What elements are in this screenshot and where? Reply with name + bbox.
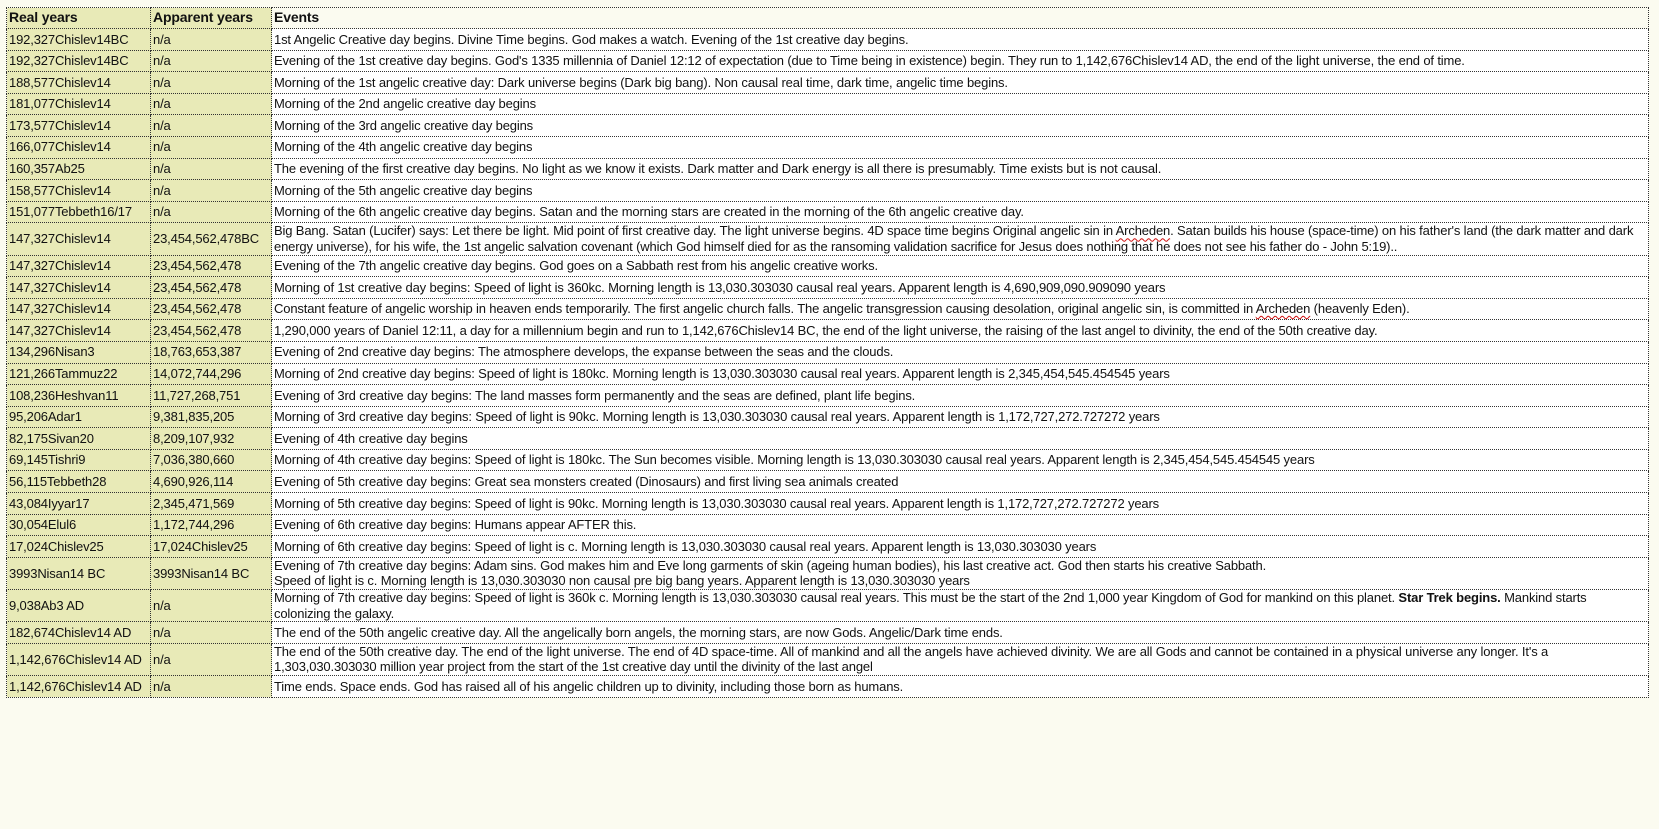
event-cell[interactable]: Morning of the 1st angelic creative day: Dark universe begins (Dark big bang). Non causal real time, dark time, angelic time begins. <box>272 72 1649 94</box>
real-years-cell[interactable]: 173,577Chislev14 <box>7 115 151 137</box>
real-years-cell[interactable]: 108,236Heshvan11 <box>7 385 151 407</box>
real-years-cell[interactable]: 151,077Tebbeth16/17 <box>7 201 151 223</box>
apparent-years-cell[interactable]: 9,381,835,205 <box>151 406 272 428</box>
apparent-years-cell[interactable]: 23,454,562,478 <box>151 320 272 342</box>
real-years-cell[interactable]: 17,024Chislev25 <box>7 536 151 558</box>
table-row <box>7 115 1649 137</box>
apparent-years-cell[interactable]: n/a <box>151 622 272 644</box>
event-cell[interactable]: Time ends. Space ends. God has raised all of his angelic children up to divinity, including those born as humans. <box>272 676 1649 698</box>
real-years-cell[interactable]: 147,327Chislev14 <box>7 298 151 320</box>
real-years-cell[interactable]: 147,327Chislev14 <box>7 277 151 299</box>
table-row <box>7 643 1649 675</box>
event-cell[interactable]: Evening of 6th creative day begins: Humans appear AFTER this. <box>272 514 1649 536</box>
table-row <box>7 223 1649 255</box>
event-text: Morning of 7th creative day begins: Speed of light is 360k c. Morning length is 13,030.303030 causal real years. This must be the start of the 2nd 1,000 year Kingdom of God for mankind on this planet. <box>274 590 1399 606</box>
real-years-cell[interactable]: 43,084Iyyar17 <box>7 493 151 515</box>
event-cell[interactable]: The end of the 50th creative day. The end of the light universe. The end of 4D space-time. All of mankind and all the angels have achieved divinity. We are all Gods and cannot be contained in a physical universe any longer. It's a 1,303,030.303030 million year project from the start of the 1st creative day until the divinity of the last angel <box>272 643 1649 675</box>
apparent-years-cell[interactable]: n/a <box>151 29 272 51</box>
event-line: Evening of 7th creative day begins: Adam sins. God makes him and Eve long garments of skin (ageing human bodies), his last creative act. God then starts his creative Sabbath. <box>274 557 1267 573</box>
event-cell[interactable]: Morning of the 4th angelic creative day begins <box>272 136 1649 158</box>
timeline-body <box>7 29 1649 698</box>
real-years-cell[interactable]: 134,296Nisan3 <box>7 341 151 363</box>
event-cell[interactable]: Morning of the 6th angelic creative day begins. Satan and the morning stars are created in the morning of the 6th angelic creative day. <box>272 201 1649 223</box>
apparent-years-cell[interactable]: 8,209,107,932 <box>151 428 272 450</box>
apparent-years-cell[interactable]: 4,690,926,114 <box>151 471 272 493</box>
real-years-cell[interactable]: 69,145Tishri9 <box>7 449 151 471</box>
table-row <box>7 406 1649 428</box>
header-apparent-years: Apparent years <box>151 8 272 29</box>
table-row <box>7 180 1649 202</box>
real-years-cell[interactable]: 192,327Chislev14BC <box>7 50 151 72</box>
real-years-cell[interactable]: 82,175Sivan20 <box>7 428 151 450</box>
apparent-years-cell[interactable]: 2,345,471,569 <box>151 493 272 515</box>
real-years-cell[interactable]: 182,674Chislev14 AD <box>7 622 151 644</box>
table-row <box>7 93 1649 115</box>
event-cell[interactable]: Evening of 2nd creative day begins: The atmosphere develops, the expanse between the seas and the clouds. <box>272 341 1649 363</box>
table-row <box>7 201 1649 223</box>
real-years-cell[interactable]: 121,266Tammuz22 <box>7 363 151 385</box>
event-cell[interactable] <box>272 223 1649 255</box>
table-row <box>7 320 1649 342</box>
apparent-years-cell[interactable]: n/a <box>151 72 272 94</box>
apparent-years-cell[interactable]: n/a <box>151 93 272 115</box>
apparent-years-cell[interactable]: 23,454,562,478 <box>151 298 272 320</box>
apparent-years-cell[interactable]: n/a <box>151 676 272 698</box>
event-cell[interactable]: Evening of 5th creative day begins: Great sea monsters created (Dinosaurs) and first living sea animals created <box>272 471 1649 493</box>
event-text: (heavenly Eden). <box>1310 301 1410 317</box>
event-cell[interactable]: Morning of 5th creative day begins: Speed of light is 90kc. Morning length is 13,030.303030 causal real years. Apparent length is 1,172,727,272.727272 years <box>272 493 1649 515</box>
event-cell[interactable]: Morning of 2nd creative day begins: Speed of light is 180kc. Morning length is 13,030.303030 causal real years. Apparent length is 2,345,454,545.454545 years <box>272 363 1649 385</box>
apparent-years-cell[interactable]: n/a <box>151 115 272 137</box>
event-cell[interactable] <box>272 298 1649 320</box>
real-years-cell[interactable]: 160,357Ab25 <box>7 158 151 180</box>
real-years-cell[interactable]: 1,142,676Chislev14 AD <box>7 676 151 698</box>
table-row <box>7 72 1649 94</box>
event-cell[interactable] <box>272 557 1649 589</box>
real-years-cell[interactable]: 192,327Chislev14BC <box>7 29 151 51</box>
event-cell[interactable] <box>272 590 1649 622</box>
real-years-cell[interactable]: 56,115Tebbeth28 <box>7 471 151 493</box>
event-line: Speed of light is c. Morning length is 13,030.303030 non causal pre big bang years. Apparent length is 13,030.303030 years <box>274 573 970 589</box>
real-years-cell[interactable]: 166,077Chislev14 <box>7 136 151 158</box>
real-years-cell[interactable]: 1,142,676Chislev14 AD <box>7 643 151 675</box>
table-row <box>7 158 1649 180</box>
apparent-years-cell[interactable]: n/a <box>151 50 272 72</box>
table-row <box>7 449 1649 471</box>
event-cell[interactable]: Morning of 4th creative day begins: Speed of light is 180kc. The Sun becomes visible. Morning length is 13,030.303030 causal real years. Apparent length is 2,345,454,545.454545 years <box>272 449 1649 471</box>
table-row <box>7 471 1649 493</box>
table-row <box>7 136 1649 158</box>
apparent-years-cell[interactable]: n/a <box>151 201 272 223</box>
table-row <box>7 676 1649 698</box>
event-cell[interactable]: Evening of the 1st creative day begins. God's 1335 millennia of Daniel 12:12 of expectation (due to Time being in existence) begin. They run to 1,142,676Chislev14 AD, the end of the light universe, the end of time. <box>272 50 1649 72</box>
event-cell[interactable]: Evening of the 7th angelic creative day begins. God goes on a Sabbath rest from his angelic creative works. <box>272 255 1649 277</box>
apparent-years-cell[interactable]: 17,024Chislev25 <box>151 536 272 558</box>
table-row <box>7 298 1649 320</box>
table-row <box>7 428 1649 450</box>
table-row <box>7 493 1649 515</box>
event-cell[interactable]: Morning of 3rd creative day begins: Speed of light is 90kc. Morning length is 13,030.303030 causal real years. Apparent length is 1,172,727,272.727272 years <box>272 406 1649 428</box>
real-years-cell[interactable]: 30,054Elul6 <box>7 514 151 536</box>
table-row <box>7 514 1649 536</box>
apparent-years-cell[interactable]: 3993Nisan14 BC <box>151 557 272 589</box>
timeline-document <box>6 7 1649 698</box>
real-years-cell[interactable]: 147,327Chislev14 <box>7 255 151 277</box>
table-row <box>7 557 1649 589</box>
table-row <box>7 277 1649 299</box>
event-cell[interactable]: Morning of the 2nd angelic creative day begins <box>272 93 1649 115</box>
real-years-cell[interactable]: 95,206Adar1 <box>7 406 151 428</box>
apparent-years-cell[interactable]: n/a <box>151 158 272 180</box>
header-events: Events <box>272 8 1649 29</box>
event-cell[interactable]: Morning of 1st creative day begins: Speed of light is 360kc. Morning length is 13,030.303030 causal real years. Apparent length is 4,690,909,090.909090 years <box>272 277 1649 299</box>
event-cell[interactable]: Evening of 3rd creative day begins: The land masses form permanently and the seas are defined, plant life begins. <box>272 385 1649 407</box>
event-cell[interactable]: Evening of 4th creative day begins <box>272 428 1649 450</box>
table-row <box>7 385 1649 407</box>
misspelled-word[interactable]: Archeden <box>1255 301 1311 317</box>
timeline-table <box>6 7 1649 698</box>
apparent-years-cell[interactable]: n/a <box>151 590 272 622</box>
apparent-years-cell[interactable]: 23,454,562,478BC <box>151 223 272 255</box>
apparent-years-cell[interactable]: 23,454,562,478 <box>151 277 272 299</box>
apparent-years-cell[interactable]: 18,763,653,387 <box>151 341 272 363</box>
event-cell[interactable]: Morning of 6th creative day begins: Speed of light is c. Morning length is 13,030.303030 causal real years. Apparent length is 13,030.303030 years <box>272 536 1649 558</box>
table-row <box>7 50 1649 72</box>
apparent-years-cell[interactable]: n/a <box>151 136 272 158</box>
apparent-years-cell[interactable]: n/a <box>151 643 272 675</box>
event-text: Mankind starts colonizing the galaxy. <box>274 590 1587 621</box>
event-cell[interactable]: The end of the 50th angelic creative day. All the angelically born angels, the morning stars, are now Gods. Angelic/Dark time ends. <box>272 622 1649 644</box>
apparent-years-cell[interactable]: 11,727,268,751 <box>151 385 272 407</box>
real-years-cell[interactable]: 158,577Chislev14 <box>7 180 151 202</box>
apparent-years-cell[interactable]: 23,454,562,478 <box>151 255 272 277</box>
event-cell[interactable]: 1st Angelic Creative day begins. Divine Time begins. God makes a watch. Evening of the 1st creative day begins. <box>272 29 1649 51</box>
event-text: Constant feature of angelic worship in heaven ends temporarily. The first angelic church falls. The angelic transgression causing desolation, original angelic sin, is committed in <box>274 301 1256 317</box>
real-years-cell[interactable]: 3993Nisan14 BC <box>7 557 151 589</box>
real-years-cell[interactable]: 181,077Chislev14 <box>7 93 151 115</box>
apparent-years-cell[interactable]: n/a <box>151 180 272 202</box>
real-years-cell[interactable]: 188,577Chislev14 <box>7 72 151 94</box>
event-text: Big Bang. Satan (Lucifer) says: Let there be light. Mid point of first creative day. The light universe begins. 4D space time begins Original angelic sin in <box>274 223 1116 239</box>
table-row <box>7 29 1649 51</box>
apparent-years-cell[interactable]: 1,172,744,296 <box>151 514 272 536</box>
table-row <box>7 536 1649 558</box>
event-text: . Satan builds his house (space-time) on his father's land (the dark matter and dark energy universe), for his wife, the 1st angelic salvation covenant (which God himself died for as the ransoming validation sacrifice for Jesus does nothing that he does not see his father do - John 5:19).. <box>274 223 1634 254</box>
event-cell[interactable]: 1,290,000 years of Daniel 12:11, a day for a millennium begin and run to 1,142,676Chislev14 BC, the end of the light universe, the raising of the last angel to divinity, the end of the 50th creative day. <box>272 320 1649 342</box>
table-row <box>7 255 1649 277</box>
event-cell[interactable]: The evening of the first creative day begins. No light as we know it exists. Dark matter and Dark energy is all there is presumably. Time exists but is not causal. <box>272 158 1649 180</box>
apparent-years-cell[interactable]: 14,072,744,296 <box>151 363 272 385</box>
real-years-cell[interactable]: 9,038Ab3 AD <box>7 590 151 622</box>
table-row <box>7 341 1649 363</box>
real-years-cell[interactable]: 147,327Chislev14 <box>7 320 151 342</box>
event-cell[interactable]: Morning of the 5th angelic creative day begins <box>272 180 1649 202</box>
misspelled-word[interactable]: Archeden <box>1115 223 1171 239</box>
header-row <box>7 8 1649 29</box>
event-cell[interactable]: Morning of the 3rd angelic creative day begins <box>272 115 1649 137</box>
header-real-years: Real years <box>7 8 151 29</box>
table-row <box>7 590 1649 622</box>
event-bold-text: Star Trek begins. <box>1398 590 1501 606</box>
real-years-cell[interactable]: 147,327Chislev14 <box>7 223 151 255</box>
table-row <box>7 363 1649 385</box>
apparent-years-cell[interactable]: 7,036,380,660 <box>151 449 272 471</box>
table-row <box>7 622 1649 644</box>
